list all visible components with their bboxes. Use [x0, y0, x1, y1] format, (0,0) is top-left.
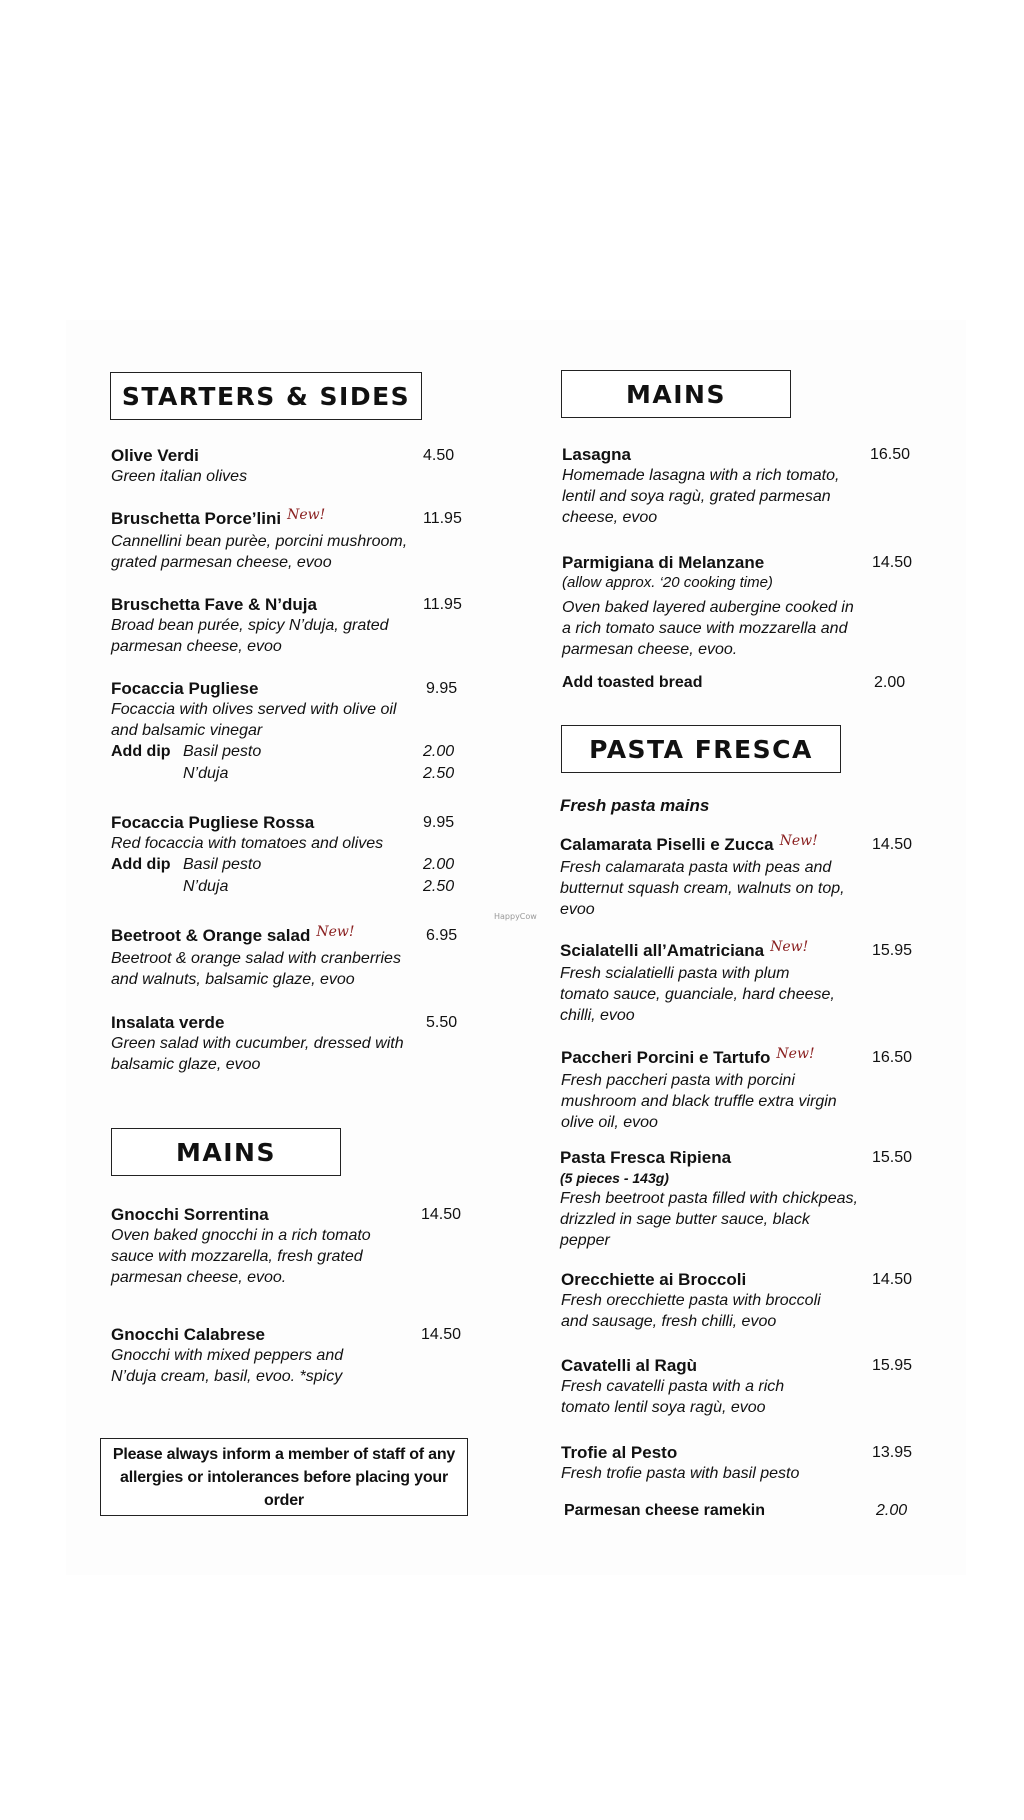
menu-page	[66, 320, 966, 1575]
menu-extra	[564, 1500, 934, 1521]
item-name: Insalata verde	[111, 1013, 225, 1032]
item-description: Fresh cavatelli pasta with a rich tomato lentil soya ragù, evoo	[561, 1378, 785, 1416]
dip-price: 2.00	[423, 743, 455, 760]
dip-name: Basil pesto	[183, 856, 262, 873]
item-description: Fresh orecchiette pasta with broccoli and sausage, fresh chilli, evoo	[561, 1292, 821, 1330]
menu-item	[111, 1204, 531, 1288]
dip-price: 2.00	[423, 856, 455, 873]
menu-item	[560, 1147, 930, 1251]
new-badge: New!	[316, 924, 355, 940]
item-price: 14.50	[421, 1206, 462, 1223]
extra-price: 2.00	[874, 674, 906, 691]
item-price: 9.95	[423, 814, 455, 831]
dip-option	[111, 741, 531, 763]
item-description: Gnocchi with mixed peppers and N’duja cream, basil, evoo. *spicy	[111, 1347, 344, 1385]
menu-item	[561, 1047, 931, 1133]
item-name: Olive Verdi	[111, 446, 199, 465]
item-description: Fresh calamarata pasta with peas and butternut squash cream, walnuts on top, evoo	[560, 859, 845, 918]
item-name: Trofie al Pesto	[561, 1443, 678, 1462]
allergy-notice-line: Please always inform a member of staff of any	[112, 1445, 456, 1463]
menu-item	[561, 1442, 931, 1484]
item-name: Pasta Fresca Ripiena	[560, 1148, 732, 1167]
item-description: Fresh beetroot pasta filled with chickpeas, drizzled in sage butter sauce, black pepper	[560, 1190, 858, 1249]
item-price: 15.95	[872, 1357, 913, 1374]
item-description: Red focaccia with tomatoes and olives	[111, 835, 384, 852]
item-description: Oven baked layered aubergine cooked in a rich tomato sauce with mozzarella and parmesan cheese, evoo.	[562, 599, 854, 658]
extra-name: Add toasted bread	[562, 674, 703, 691]
item-name: Gnocchi Calabrese	[111, 1325, 266, 1344]
item-price: 15.95	[872, 942, 913, 959]
item-note: (allow approx. ‘20 cooking time)	[562, 574, 773, 591]
menu-item	[561, 1269, 931, 1332]
item-price: 13.95	[872, 1444, 913, 1461]
menu-item	[562, 444, 932, 528]
item-description: Fresh paccheri pasta with porcini mushroom and black truffle extra virgin olive oil, evoo	[561, 1072, 837, 1131]
item-description: Beetroot & orange salad with cranberries and walnuts, balsamic glaze, evoo	[111, 950, 401, 988]
dip-label: Add dip	[111, 743, 171, 760]
dip-name: N’duja	[183, 878, 229, 895]
menu-item	[111, 445, 531, 487]
dip-label: Add dip	[111, 856, 171, 873]
item-price: 14.50	[421, 1326, 462, 1343]
item-price: 16.50	[870, 446, 911, 463]
menu-item	[111, 1324, 531, 1387]
menu-item	[111, 812, 531, 898]
item-name: Beetroot & Orange salad	[111, 926, 311, 945]
item-name: Lasagna	[562, 445, 631, 464]
dip-option	[111, 876, 531, 898]
mains-heading: MAINS	[111, 1128, 341, 1176]
item-description: Homemade lasagna with a rich tomato, lentil and soya ragù, grated parmesan cheese, evoo	[562, 467, 840, 526]
menu-item	[562, 552, 932, 660]
allergy-notice-line: allergies or intolerances before placing your order	[120, 1468, 448, 1509]
menu-item	[560, 940, 930, 1026]
item-note: (5 pieces - 143g)	[560, 1170, 669, 1186]
item-name: Paccheri Porcini e Tartufo	[561, 1048, 771, 1067]
item-price: 15.50	[872, 1149, 913, 1166]
item-description: Fresh scialatielli pasta with plum tomato sauce, guanciale, hard cheese, chilli, evoo	[560, 965, 835, 1024]
watermark-text: HappyCow	[494, 912, 537, 921]
item-name: Calamarata Piselli e Zucca	[560, 835, 774, 854]
new-badge: New!	[287, 507, 326, 523]
menu-item	[111, 508, 531, 573]
item-price: 14.50	[872, 1271, 913, 1288]
item-description: Green salad with cucumber, dressed with balsamic glaze, evoo	[111, 1035, 404, 1073]
item-name: Parmigiana di Melanzane	[562, 553, 765, 572]
menu-extra	[562, 672, 932, 693]
item-name: Focaccia Pugliese Rossa	[111, 813, 315, 832]
menu-item	[560, 834, 930, 920]
new-badge: New!	[776, 1046, 815, 1062]
item-name: Cavatelli al Ragù	[561, 1356, 698, 1375]
item-price: 4.50	[423, 447, 455, 464]
item-name: Focaccia Pugliese	[111, 679, 259, 698]
item-price: 9.95	[426, 680, 458, 697]
item-name: Bruschetta Porce’lini	[111, 509, 282, 528]
item-name: Bruschetta Fave & N’duja	[111, 595, 317, 614]
item-price: 5.50	[426, 1014, 458, 1031]
dip-option	[111, 854, 531, 876]
menu-item	[111, 594, 531, 657]
item-description: Fresh trofie pasta with basil pesto	[561, 1465, 800, 1482]
item-description: Focaccia with olives served with olive oil and balsamic vinegar	[111, 701, 397, 739]
item-description: Broad bean purée, spicy N’duja, grated parmesan cheese, evoo	[111, 617, 389, 655]
item-name: Gnocchi Sorrentina	[111, 1205, 269, 1224]
allergy-notice	[100, 1438, 468, 1516]
mains-heading: MAINS	[561, 370, 791, 418]
item-price: 11.95	[423, 596, 462, 613]
starters-heading: STARTERS & SIDES	[110, 372, 422, 420]
item-price: 16.50	[872, 1049, 913, 1066]
menu-item	[111, 1012, 531, 1075]
item-price: 14.50	[872, 554, 913, 571]
dip-option	[111, 763, 531, 785]
dip-name: Basil pesto	[183, 743, 262, 760]
item-description: Oven baked gnocchi in a rich tomato sauce with mozzarella, fresh grated parmesan cheese, evoo.	[111, 1227, 371, 1286]
menu-item	[111, 678, 531, 785]
dip-name: N’duja	[183, 765, 229, 782]
menu-item	[561, 1355, 931, 1418]
extra-name: Parmesan cheese ramekin	[564, 1502, 766, 1519]
item-name: Orecchiette ai Broccoli	[561, 1270, 747, 1289]
item-price: 14.50	[872, 836, 913, 853]
extra-price: 2.00	[876, 1502, 908, 1519]
new-badge: New!	[779, 833, 818, 849]
item-name: Scialatelli all’Amatriciana	[560, 941, 765, 960]
menu-item	[111, 925, 531, 990]
dip-price: 2.50	[423, 765, 455, 782]
item-description: Cannellini bean purèe, porcini mushroom, grated parmesan cheese, evoo	[111, 533, 408, 571]
pasta-subheading: Fresh pasta mains	[560, 796, 710, 815]
dip-price: 2.50	[423, 878, 455, 895]
item-price: 11.95	[423, 510, 462, 527]
pasta-heading: PASTA FRESCA	[561, 725, 841, 773]
new-badge: New!	[770, 939, 809, 955]
item-price: 6.95	[426, 927, 458, 944]
item-description: Green italian olives	[111, 468, 248, 485]
